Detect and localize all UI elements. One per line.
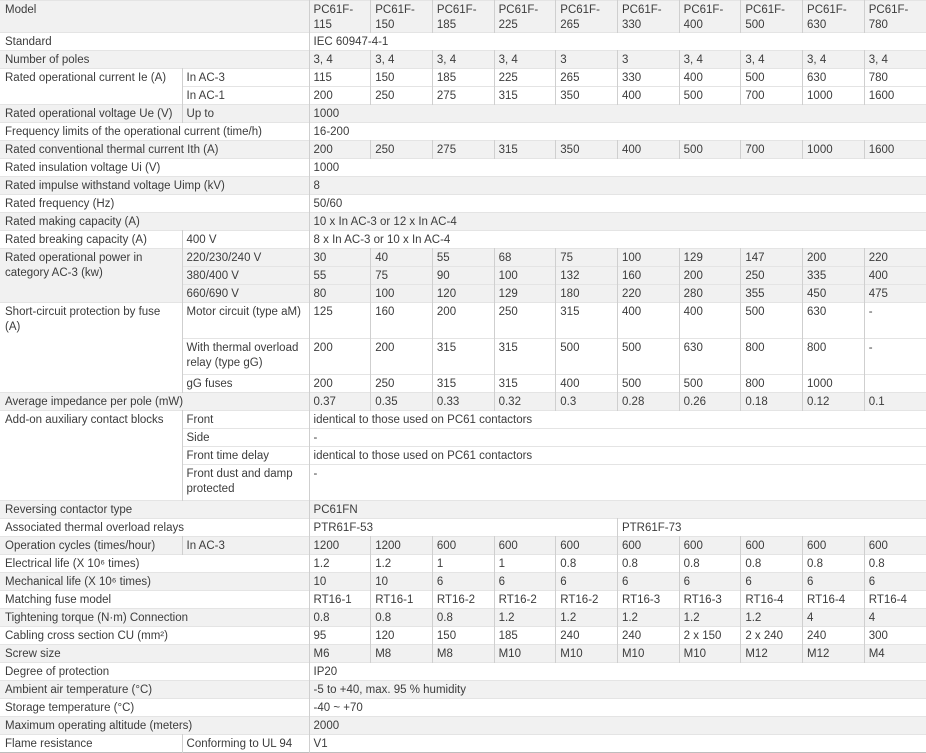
cell: 1.2 — [617, 609, 679, 627]
cell: 0.8 — [556, 555, 618, 573]
cell: 180 — [556, 285, 618, 303]
row-sublabel: Conforming to UL 94 — [182, 735, 309, 753]
cell: 125 — [309, 303, 371, 339]
cell: 3, 4 — [309, 51, 371, 69]
cell: 40 — [371, 249, 433, 267]
cell: 0.28 — [617, 393, 679, 411]
cell: 1.2 — [309, 555, 371, 573]
cell: 6 — [679, 573, 741, 591]
cell: 1.2 — [741, 609, 803, 627]
row-label: Mechanical life (X 10⁶ times) — [0, 573, 309, 591]
cell: 10 — [371, 573, 433, 591]
row-sublabel: Front time delay — [182, 447, 309, 465]
cell: 0.35 — [371, 393, 433, 411]
spec-table-body — [0, 1, 926, 753]
row-sublabel: 380/400 V — [182, 267, 309, 285]
cell: 0.8 — [679, 555, 741, 573]
table-row — [0, 249, 926, 267]
table-row — [0, 393, 926, 411]
table-row — [0, 303, 926, 339]
cell: PC61F-185 — [432, 1, 494, 33]
table-row — [0, 33, 926, 51]
row-label: Rated operational current Ie (A) — [0, 69, 182, 105]
cell: 80 — [309, 285, 371, 303]
cell: 160 — [371, 303, 433, 339]
table-row — [0, 141, 926, 159]
cell: RT16-2 — [556, 591, 618, 609]
cell: 0.37 — [309, 393, 371, 411]
table-row — [0, 159, 926, 177]
cell: 120 — [371, 627, 433, 645]
cell: 75 — [371, 267, 433, 285]
cell: 315 — [494, 141, 556, 159]
cell: 400 — [617, 303, 679, 339]
cell: 115 — [309, 69, 371, 87]
cell: 780 — [864, 69, 926, 87]
cell: 120 — [432, 285, 494, 303]
cell: PC61F-500 — [741, 1, 803, 33]
row-label: Cabling cross section CU (mm²) — [0, 627, 309, 645]
cell: 100 — [617, 249, 679, 267]
cell: 55 — [309, 267, 371, 285]
table-row — [0, 519, 926, 537]
cell: 0.8 — [617, 555, 679, 573]
cell: 1.2 — [679, 609, 741, 627]
cell: 3, 4 — [741, 51, 803, 69]
cell: 500 — [556, 339, 618, 375]
cell: 265 — [556, 69, 618, 87]
cell: 600 — [494, 537, 556, 555]
cell: 280 — [679, 285, 741, 303]
row-value: 2000 — [309, 717, 926, 735]
cell: 6 — [494, 573, 556, 591]
row-value: 1000 — [309, 105, 926, 123]
cell: 400 — [864, 267, 926, 285]
row-label: Electrical life (X 10⁶ times) — [0, 555, 309, 573]
cell: 300 — [864, 627, 926, 645]
table-row — [0, 627, 926, 645]
cell: 1200 — [309, 537, 371, 555]
cell: 700 — [741, 141, 803, 159]
row-label: Rated frequency (Hz) — [0, 195, 309, 213]
cell: M12 — [741, 645, 803, 663]
cell: 1.2 — [371, 555, 433, 573]
cell: 100 — [494, 267, 556, 285]
row-label: Degree of protection — [0, 663, 309, 681]
cell: 1200 — [371, 537, 433, 555]
cell: 0.8 — [803, 555, 865, 573]
cell: RT16-3 — [679, 591, 741, 609]
row-sublabel: In AC-3 — [182, 537, 309, 555]
cell: 350 — [556, 141, 618, 159]
cell: 1 — [494, 555, 556, 573]
row-value: - — [309, 465, 926, 501]
cell: 200 — [309, 375, 371, 393]
cell: PC61F-780 — [864, 1, 926, 33]
row-label: Maximum operating altitude (meters) — [0, 717, 309, 735]
row-label: Model — [0, 1, 309, 33]
cell: 1.2 — [494, 609, 556, 627]
cell: M4 — [864, 645, 926, 663]
table-row — [0, 69, 926, 87]
cell: 315 — [432, 375, 494, 393]
cell: PC61F-265 — [556, 1, 618, 33]
cell: 600 — [741, 537, 803, 555]
row-value: 8 — [309, 177, 926, 195]
row-span-value: PTR61F-53 — [309, 519, 617, 537]
cell: 4 — [864, 609, 926, 627]
cell: RT16-2 — [432, 591, 494, 609]
cell: 275 — [432, 141, 494, 159]
cell: 200 — [309, 87, 371, 105]
cell: 0.8 — [741, 555, 803, 573]
cell: M10 — [679, 645, 741, 663]
table-row — [0, 1, 926, 33]
row-sublabel: Front dust and damp protected — [182, 465, 309, 501]
row-value: V1 — [309, 735, 926, 753]
row-label: Tightening torque (N·m) Connection — [0, 609, 309, 627]
cell: 600 — [864, 537, 926, 555]
cell: 800 — [741, 375, 803, 393]
row-value: PC61FN — [309, 501, 926, 519]
cell: 355 — [741, 285, 803, 303]
row-value: 8 x In AC-3 or 10 x In AC-4 — [309, 231, 926, 249]
cell: 500 — [679, 87, 741, 105]
row-label: Flame resistance — [0, 735, 182, 753]
cell: M8 — [432, 645, 494, 663]
cell: 700 — [741, 87, 803, 105]
cell: 600 — [432, 537, 494, 555]
cell: PC61F-225 — [494, 1, 556, 33]
cell: PC61F-400 — [679, 1, 741, 33]
row-label: Frequency limits of the operational current (time/h) — [0, 123, 309, 141]
cell: 1000 — [803, 87, 865, 105]
cell: 0.33 — [432, 393, 494, 411]
cell: 240 — [556, 627, 618, 645]
table-row — [0, 177, 926, 195]
cell: 100 — [371, 285, 433, 303]
cell: 0.12 — [803, 393, 865, 411]
cell: 400 — [617, 87, 679, 105]
row-sublabel: Up to — [182, 105, 309, 123]
row-sublabel: 400 V — [182, 231, 309, 249]
row-sublabel: 220/230/240 V — [182, 249, 309, 267]
cell: 400 — [679, 69, 741, 87]
row-label: Reversing contactor type — [0, 501, 309, 519]
cell: RT16-3 — [617, 591, 679, 609]
cell: M10 — [494, 645, 556, 663]
cell: 68 — [494, 249, 556, 267]
row-label: Rated impulse withstand voltage Uimp (kV) — [0, 177, 309, 195]
cell: 315 — [556, 303, 618, 339]
cell: 200 — [309, 141, 371, 159]
cell: RT16-4 — [803, 591, 865, 609]
table-row — [0, 699, 926, 717]
cell: 315 — [494, 375, 556, 393]
cell: M10 — [617, 645, 679, 663]
row-value: -5 to +40, max. 95 % humidity — [309, 681, 926, 699]
row-value: identical to those used on PC61 contactors — [309, 447, 926, 465]
cell: 500 — [679, 375, 741, 393]
cell: 200 — [803, 249, 865, 267]
cell: 630 — [679, 339, 741, 375]
cell: 6 — [617, 573, 679, 591]
row-value: 16-200 — [309, 123, 926, 141]
row-value: identical to those used on PC61 contactors — [309, 411, 926, 429]
cell: 800 — [803, 339, 865, 375]
cell: 3, 4 — [803, 51, 865, 69]
cell: 129 — [494, 285, 556, 303]
cell: - — [864, 303, 926, 339]
table-row — [0, 663, 926, 681]
cell: 150 — [432, 627, 494, 645]
row-label: Associated thermal overload relays — [0, 519, 309, 537]
cell: 0.8 — [864, 555, 926, 573]
cell: 185 — [432, 69, 494, 87]
row-label: Screw size — [0, 645, 309, 663]
cell: RT16-1 — [371, 591, 433, 609]
row-label: Add-on auxiliary contact blocks — [0, 411, 182, 501]
cell: 3 — [556, 51, 618, 69]
cell: 500 — [741, 303, 803, 339]
row-value: IEC 60947-4-1 — [309, 33, 926, 51]
cell: RT16-4 — [741, 591, 803, 609]
row-span-value: PTR61F-73 — [617, 519, 926, 537]
cell: 6 — [741, 573, 803, 591]
cell: PC61F-330 — [617, 1, 679, 33]
row-label: Rated conventional thermal current Ith (A) — [0, 141, 309, 159]
cell: 350 — [556, 87, 618, 105]
table-row — [0, 573, 926, 591]
cell: 400 — [679, 303, 741, 339]
table-row — [0, 717, 926, 735]
cell: 315 — [494, 87, 556, 105]
cell: 95 — [309, 627, 371, 645]
row-label: Standard — [0, 33, 309, 51]
row-value: 1000 — [309, 159, 926, 177]
cell: 475 — [864, 285, 926, 303]
cell: 250 — [371, 375, 433, 393]
cell: 1 — [432, 555, 494, 573]
cell: RT16-4 — [864, 591, 926, 609]
cell: 275 — [432, 87, 494, 105]
row-sublabel: In AC-3 — [182, 69, 309, 87]
cell: 220 — [864, 249, 926, 267]
cell: 30 — [309, 249, 371, 267]
cell: M8 — [371, 645, 433, 663]
row-sublabel: In AC-1 — [182, 87, 309, 105]
cell: 500 — [617, 375, 679, 393]
cell: 250 — [371, 141, 433, 159]
cell: 3, 4 — [432, 51, 494, 69]
cell: 1.2 — [556, 609, 618, 627]
cell: 250 — [494, 303, 556, 339]
row-label: Matching fuse model — [0, 591, 309, 609]
row-label: Short-circuit protection by fuse (A) — [0, 303, 182, 393]
cell: 400 — [556, 375, 618, 393]
row-sublabel: Front — [182, 411, 309, 429]
row-label: Storage temperature (°C) — [0, 699, 309, 717]
cell: 0.1 — [864, 393, 926, 411]
cell: 0.26 — [679, 393, 741, 411]
row-label: Rated operational power in category AC-3 (kw) — [0, 249, 182, 303]
row-sublabel: gG fuses — [182, 375, 309, 393]
cell: 90 — [432, 267, 494, 285]
cell: 600 — [803, 537, 865, 555]
cell: 1000 — [803, 375, 865, 393]
cell: 1600 — [864, 87, 926, 105]
cell: 500 — [741, 69, 803, 87]
row-value: IP20 — [309, 663, 926, 681]
row-sublabel: Motor circuit (type aM) — [182, 303, 309, 339]
row-label: Rated insulation voltage Ui (V) — [0, 159, 309, 177]
cell: 3, 4 — [864, 51, 926, 69]
cell: 3, 4 — [494, 51, 556, 69]
cell: 800 — [741, 339, 803, 375]
table-row — [0, 501, 926, 519]
cell: 6 — [432, 573, 494, 591]
row-label: Average impedance per pole (mW) — [0, 393, 309, 411]
row-value: -40 ~ +70 — [309, 699, 926, 717]
cell: 335 — [803, 267, 865, 285]
row-label: Rated operational voltage Ue (V) — [0, 105, 182, 123]
row-sublabel: With thermal overload relay (type gG) — [182, 339, 309, 375]
cell: 240 — [803, 627, 865, 645]
cell: 0.8 — [432, 609, 494, 627]
cell: 0.18 — [741, 393, 803, 411]
cell: - — [864, 339, 926, 375]
cell: PC61F-150 — [371, 1, 433, 33]
cell: 0.8 — [309, 609, 371, 627]
cell: 250 — [371, 87, 433, 105]
row-label: Rated making capacity (A) — [0, 213, 309, 231]
cell: 185 — [494, 627, 556, 645]
cell: 250 — [741, 267, 803, 285]
cell: 240 — [617, 627, 679, 645]
cell: 630 — [803, 303, 865, 339]
cell: 315 — [432, 339, 494, 375]
cell: PC61F-115 — [309, 1, 371, 33]
table-row — [0, 681, 926, 699]
table-row — [0, 537, 926, 555]
cell: 200 — [432, 303, 494, 339]
table-row — [0, 213, 926, 231]
cell: 55 — [432, 249, 494, 267]
cell: 220 — [617, 285, 679, 303]
cell: 200 — [309, 339, 371, 375]
cell: 600 — [556, 537, 618, 555]
table-row — [0, 645, 926, 663]
cell: 500 — [617, 339, 679, 375]
cell: 6 — [803, 573, 865, 591]
cell: PC61F-630 — [803, 1, 865, 33]
cell: 630 — [803, 69, 865, 87]
cell: 132 — [556, 267, 618, 285]
row-label: Rated breaking capacity (A) — [0, 231, 182, 249]
cell: 129 — [679, 249, 741, 267]
cell: 400 — [617, 141, 679, 159]
cell: 3 — [617, 51, 679, 69]
cell: M6 — [309, 645, 371, 663]
cell: 150 — [371, 69, 433, 87]
row-label: Ambient air temperature (°C) — [0, 681, 309, 699]
table-row — [0, 591, 926, 609]
cell: 0.32 — [494, 393, 556, 411]
cell: 200 — [679, 267, 741, 285]
table-row — [0, 51, 926, 69]
table-row — [0, 735, 926, 753]
cell: RT16-2 — [494, 591, 556, 609]
cell: 3, 4 — [371, 51, 433, 69]
cell: 0.3 — [556, 393, 618, 411]
row-label: Operation cycles (times/hour) — [0, 537, 182, 555]
table-row — [0, 195, 926, 213]
cell: 450 — [803, 285, 865, 303]
cell: 2 x 150 — [679, 627, 741, 645]
table-row — [0, 555, 926, 573]
row-sublabel: 660/690 V — [182, 285, 309, 303]
cell: 160 — [617, 267, 679, 285]
table-row — [0, 123, 926, 141]
cell: 10 — [309, 573, 371, 591]
cell: 3, 4 — [679, 51, 741, 69]
table-row — [0, 609, 926, 627]
row-label: Number of poles — [0, 51, 309, 69]
cell: 1000 — [803, 141, 865, 159]
cell: 147 — [741, 249, 803, 267]
cell: 200 — [371, 339, 433, 375]
table-row — [0, 411, 926, 429]
row-value: 50/60 — [309, 195, 926, 213]
cell: 600 — [679, 537, 741, 555]
row-sublabel: Side — [182, 429, 309, 447]
cell: 330 — [617, 69, 679, 87]
cell: 500 — [679, 141, 741, 159]
cell: M10 — [556, 645, 618, 663]
cell: 6 — [864, 573, 926, 591]
row-value: 10 x In AC-3 or 12 x In AC-4 — [309, 213, 926, 231]
cell: RT16-1 — [309, 591, 371, 609]
cell: 4 — [803, 609, 865, 627]
cell: 225 — [494, 69, 556, 87]
cell: 1600 — [864, 141, 926, 159]
cell: 6 — [556, 573, 618, 591]
table-row — [0, 105, 926, 123]
cell: 75 — [556, 249, 618, 267]
row-value: - — [309, 429, 926, 447]
cell: 600 — [617, 537, 679, 555]
cell: 315 — [494, 339, 556, 375]
table-row — [0, 231, 926, 249]
cell: 0.8 — [371, 609, 433, 627]
cell: M12 — [803, 645, 865, 663]
cell — [864, 375, 926, 393]
cell: 2 x 240 — [741, 627, 803, 645]
